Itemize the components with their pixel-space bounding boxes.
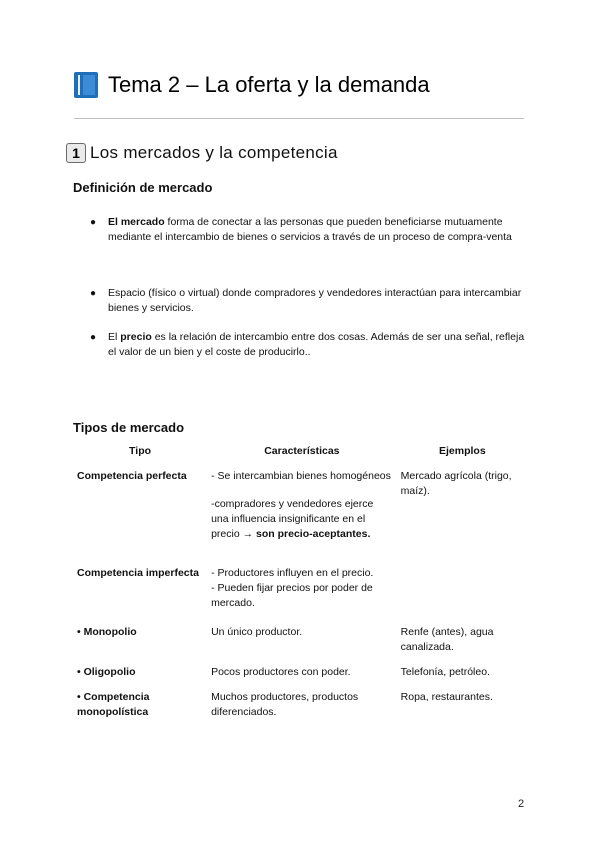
column-header: Características <box>264 445 340 457</box>
caracteristicas-cell: Un único productor. <box>211 626 303 638</box>
bullet-icon: ● <box>90 332 97 343</box>
tipos-heading: Tipos de mercado <box>73 420 185 435</box>
caracteristicas-cell: Muchos productores, productos diferenciados. <box>211 691 359 718</box>
table-row <box>73 690 528 720</box>
page-number: 2 <box>518 798 525 810</box>
table-row <box>73 469 528 566</box>
title-divider <box>74 118 524 119</box>
table-header-row <box>73 440 528 469</box>
tipos-table <box>73 440 528 720</box>
bullet-icon: ● <box>90 217 97 228</box>
table-row <box>73 665 528 690</box>
section-header <box>66 143 338 163</box>
table-row <box>73 566 528 625</box>
ejemplos-cell: Renfe (antes), agua canalizada. <box>400 626 494 653</box>
ejemplos-cell: Telefonía, petróleo. <box>400 666 490 678</box>
caracteristicas-cell: Pocos productores con poder. <box>211 666 351 678</box>
list-item: ● El mercado forma de conectar a las personas que pueden beneficiarse mutuamente mediante el intercambio de bienes o servicios a través de un proceso de compra-venta <box>90 216 512 243</box>
definicion-heading: Definición de mercado <box>73 180 213 195</box>
section-title: Los mercados y la competencia <box>90 143 338 162</box>
list-item: ● El precio es la relación de intercambio entre dos cosas. Además de ser una señal, refleja el valor de un bien y el coste de producirlo.. <box>90 331 525 358</box>
tipo-cell: • Oligopolio <box>77 666 136 678</box>
ejemplos-cell: Mercado agrícola (trigo, maíz). <box>400 470 512 497</box>
book-icon <box>74 72 98 98</box>
ejemplos-cell <box>397 566 528 625</box>
page-title: Tema 2 – La oferta y la demanda <box>108 72 430 97</box>
tipo-cell: • Competencia monopolística <box>77 691 150 718</box>
keycap-number-icon: 1 <box>66 143 86 163</box>
tipo-cell: • Monopolio <box>77 626 137 638</box>
ejemplos-cell: Ropa, restaurantes. <box>400 691 493 703</box>
caracteristicas-cell: - Se intercambian bienes homogéneos -compradores y vendedores ejerce una influencia insignificante en el precio → son precio-aceptantes. <box>211 470 391 540</box>
caracteristicas-cell: - Productores influyen en el precio. - Pueden fijar precios por poder de mercado. <box>211 567 374 609</box>
page-header <box>74 72 430 98</box>
bullet-icon: ● <box>90 288 97 299</box>
table-row <box>73 625 528 665</box>
column-header: Tipo <box>129 445 152 457</box>
tipo-cell: Competencia imperfecta <box>77 567 199 579</box>
column-header: Ejemplos <box>438 445 486 457</box>
list-item: ● Espacio (físico o virtual) donde compradores y vendedores interactúan para intercambiar bienes y servicios. <box>90 287 522 314</box>
tipo-cell: Competencia perfecta <box>77 470 187 482</box>
